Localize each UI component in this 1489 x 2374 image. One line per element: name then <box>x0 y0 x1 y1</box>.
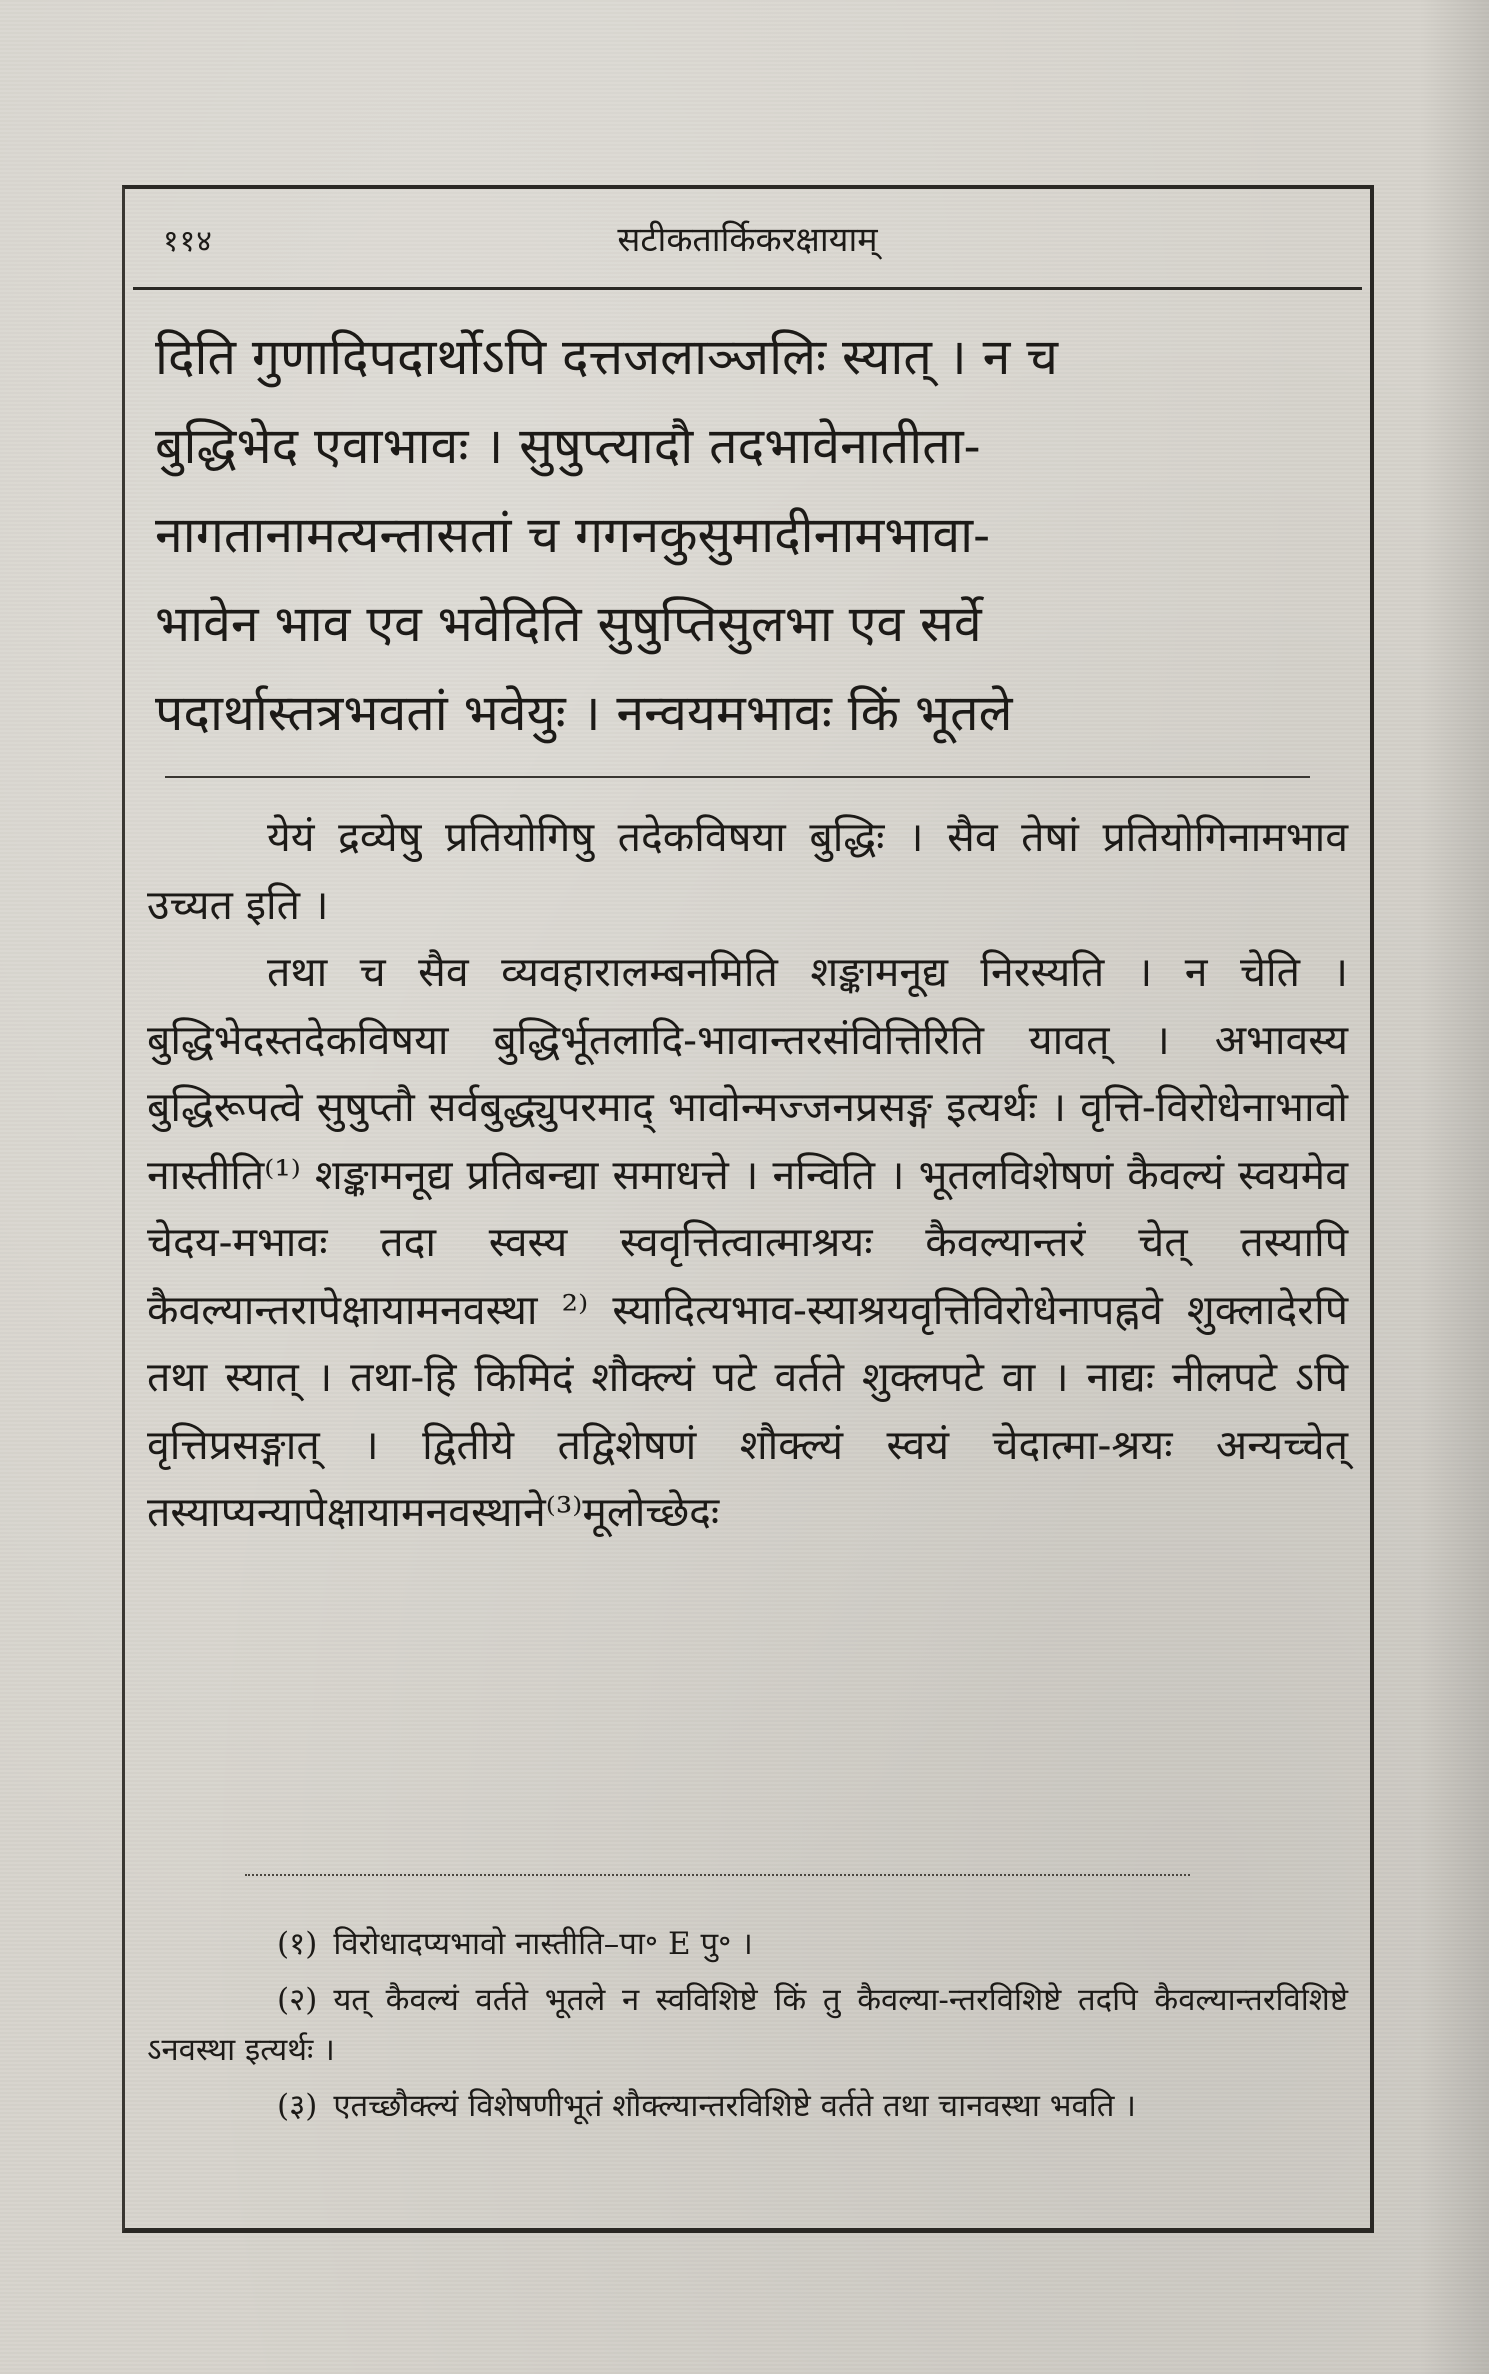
header-rule <box>133 287 1362 290</box>
main-text-line: दिति गुणादिपदार्थोऽपि दत्तजलाञ्जलिः स्यात् । न च <box>155 328 1059 386</box>
commentary-paragraph: तथा च सैव व्यवहारालम्बनमिति शङ्कामनूद्य निरस्यति । न चेति । बुद्धिभेदस्तदेकविषया बुद्धिर्भूतलादि-भावान्तरसंवित्तिरिति यावत् । अभावस्य बुद्धिरूपत्वे सुषुप्तौ सर्वबुद्ध्युपरमाद् भावोन्मज्जनप्रसङ्ग इत्यर्थः । वृत्ति-विरोधेनाभावो नास्तीति⁽¹⁾ शङ्कामनूद्य प्रतिबन्द्या समाधत्ते । नन्विति । भूतलविशेषणं कैवल्यं स्वयमेव चेदय-मभावः तदा स्वस्य स्ववृत्तित्वात्माश्रयः कैवल्यान्तरं चेत् तस्यापि कैवल्यान्तरापेक्षायामनवस्था ²⁾ स्यादित्यभाव-स्याश्रयवृत्तिविरोधेनापह्नवे शुक्लादेरपि तथा स्यात् । तथा-हि किमिदं शौक्ल्यं पटे वर्तते शुक्लपटे वा । नाद्यः नीलपटे ऽपि वृत्तिप्रसङ्गात् । द्वितीये तद्विशेषणं शौक्ल्यं स्वयं चेदात्मा-श्रयः अन्यच्चेत् तस्याप्यन्यापेक्षायामनवस्थाने⁽³⁾मूलोच्छेदः <box>147 948 1348 1536</box>
main-text-line: नागतानामत्यन्तासतां च गगनकुसुमादीनामभावा- <box>155 506 990 564</box>
page-header <box>125 211 1370 271</box>
main-text-block <box>155 313 1346 758</box>
footnote-marker: (१) <box>277 1926 318 1962</box>
footnote <box>147 1919 1348 1969</box>
running-title: सटीकतार्किकरक्षायाम् <box>617 220 878 260</box>
main-text-line: बुद्धिभेद एवाभावः । सुषुप्त्यादौ तदभावेनातीता- <box>155 417 981 475</box>
footnotes-block <box>147 1919 1348 2137</box>
commentary-block <box>147 804 1348 1547</box>
footnote-marker: (३) <box>277 2088 318 2124</box>
footnote-marker: (२) <box>277 1982 318 2018</box>
page-number: ११४ <box>163 224 213 259</box>
footnote <box>147 2081 1348 2131</box>
commentary-paragraph: येयं द्रव्येषु प्रतियोगिषु तदेकविषया बुद्धिः । सैव तेषां प्रतियोगिनामभाव उच्यत इति । <box>147 813 1348 929</box>
footnote-text: विरोधादप्यभावो नास्तीति–पा॰ E पु॰ । <box>333 1926 753 1962</box>
text-commentary-divider <box>165 776 1310 778</box>
footnote-text: एतच्छौक्ल्यं विशेषणीभूतं शौक्ल्यान्तरविशिष्टे वर्तते तथा चानवस्था भवति । <box>333 2088 1137 2124</box>
main-text-line: भावेन भाव एव भवेदिति सुषुप्तिसुलभा एव सर्वे <box>155 595 982 653</box>
page-frame <box>122 185 1374 2233</box>
book-spine-shadow <box>1419 0 1489 2374</box>
footnote-text: यत् कैवल्यं वर्तते भूतले न स्वविशिष्टे किं तु कैवल्या-न्तरविशिष्टे तदपि कैवल्यान्तरविशिष्टे ऽनवस्था इत्यर्थः । <box>147 1982 1348 2068</box>
main-text-line: पदार्थास्तत्रभवतां भवेयुः । नन्वयमभावः किं भूतले <box>155 684 1013 742</box>
footnote-rule <box>245 1874 1190 1876</box>
footnote <box>147 1975 1348 2075</box>
